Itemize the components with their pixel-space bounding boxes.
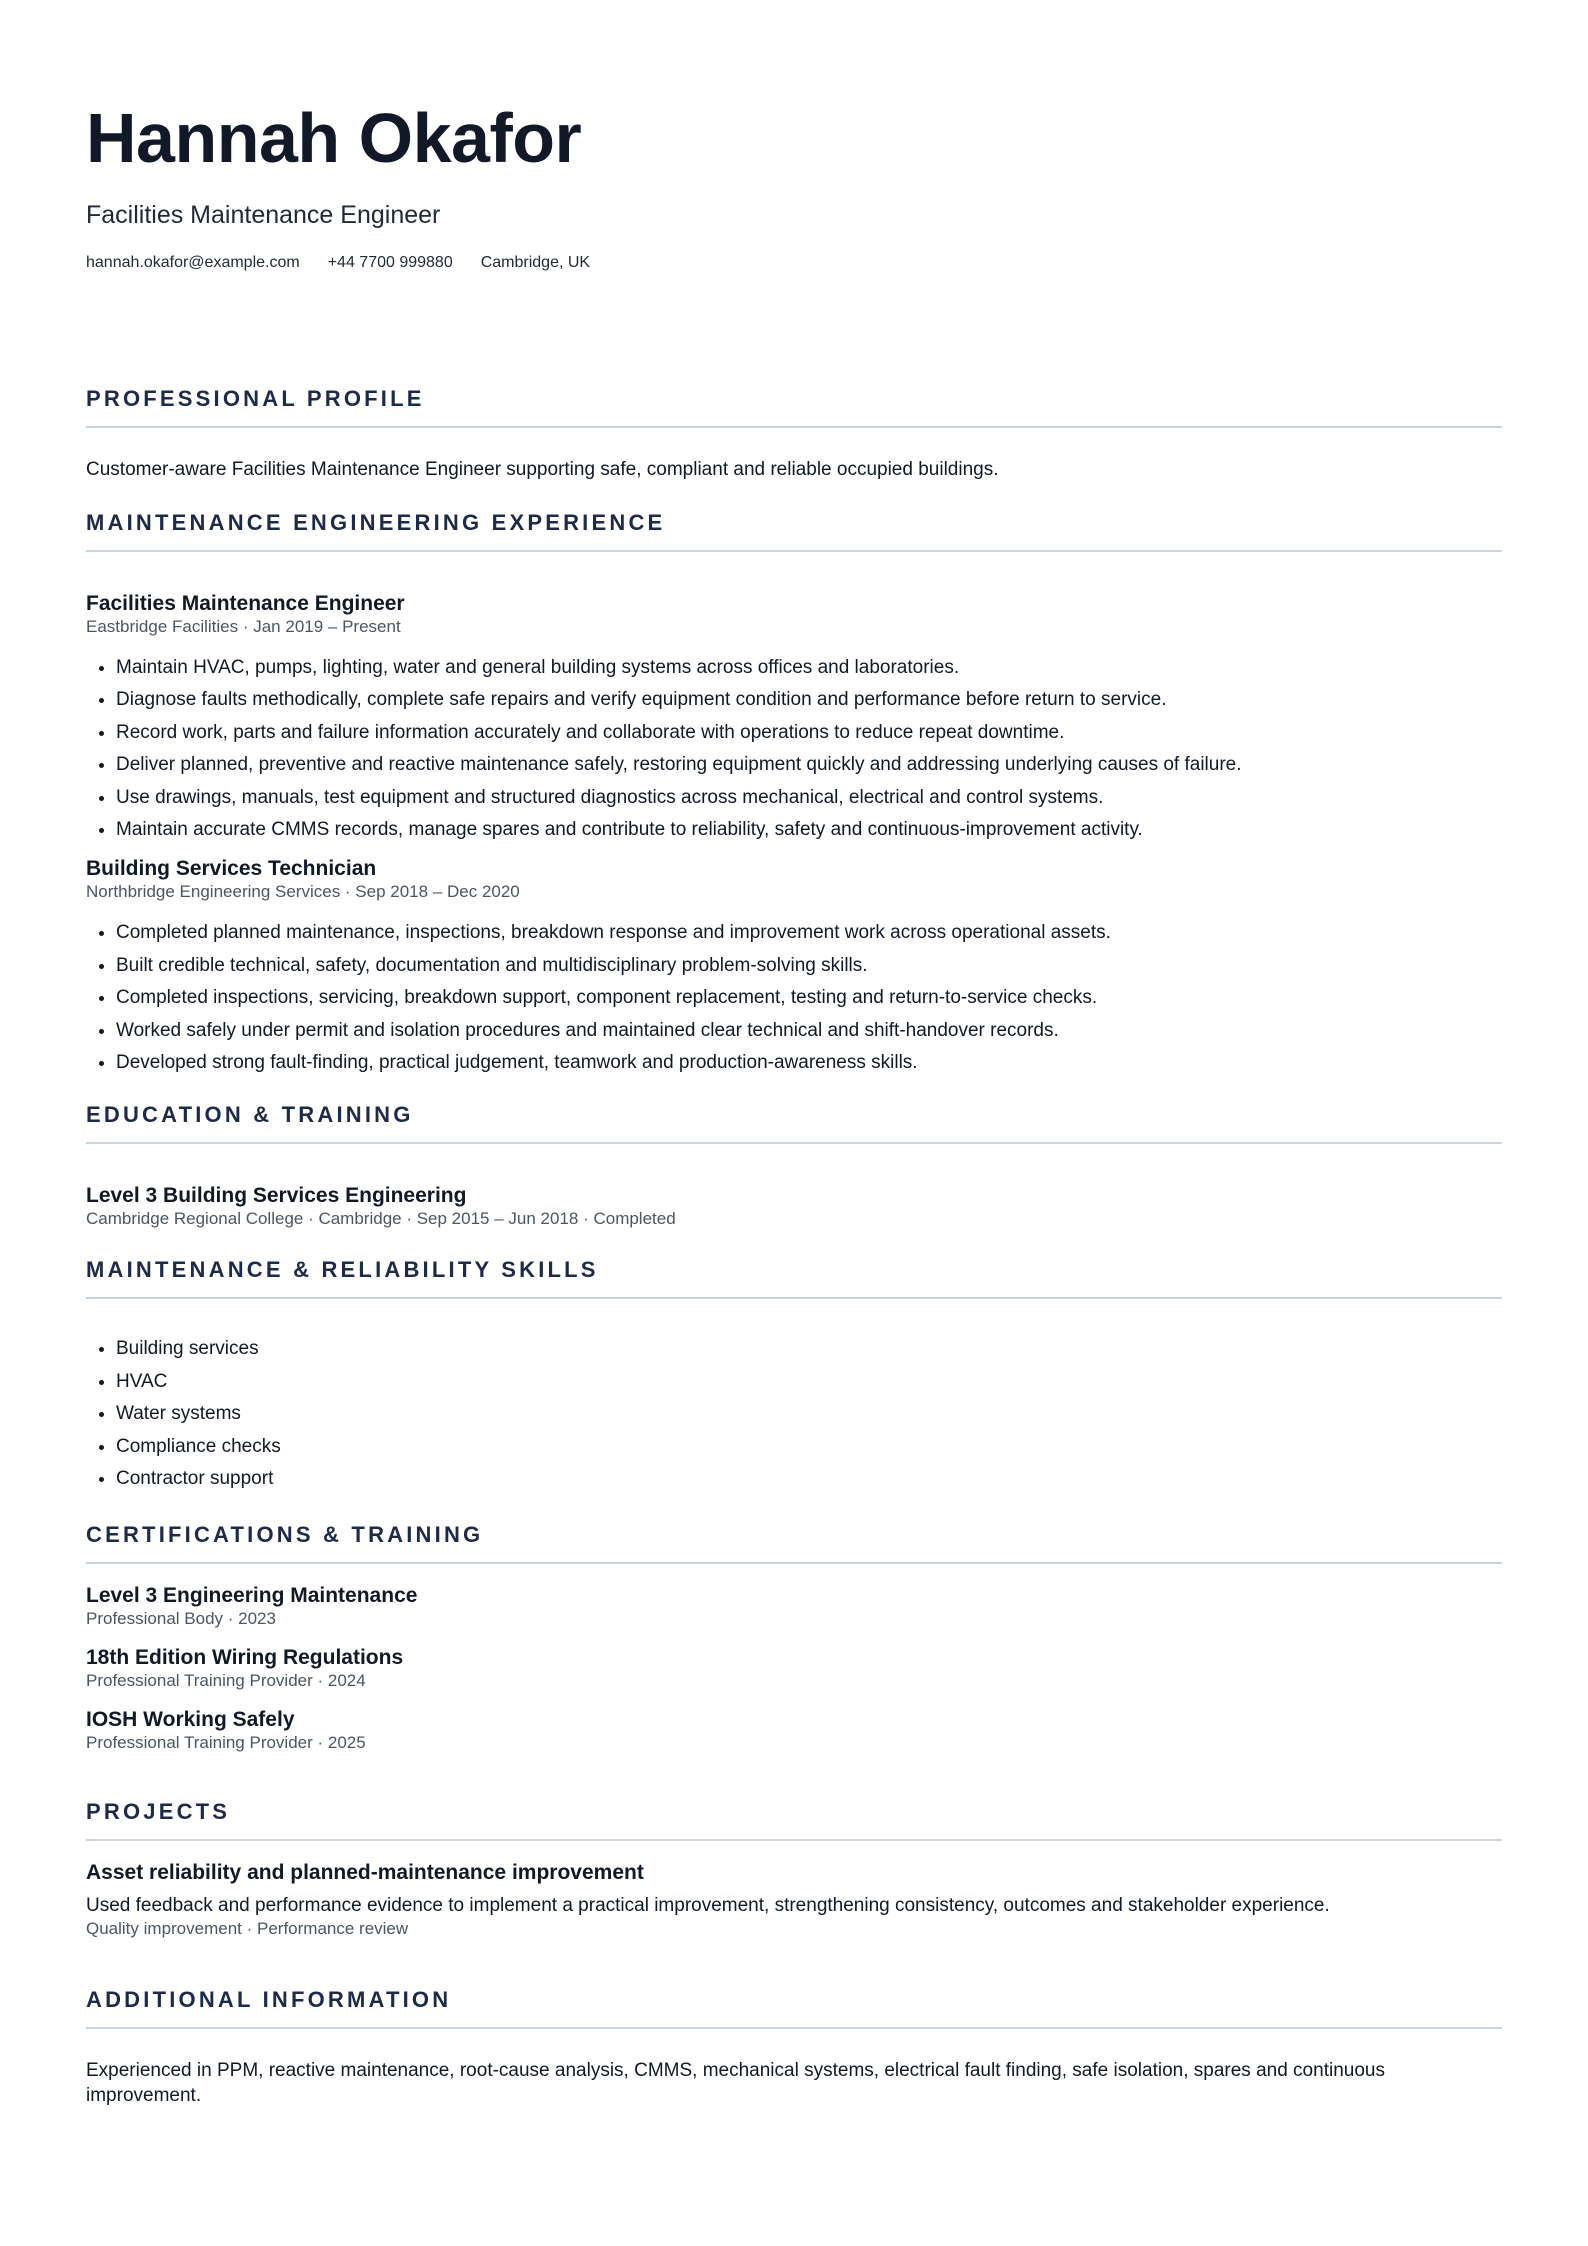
section-heading-experience: MAINTENANCE ENGINEERING EXPERIENCE (86, 510, 666, 535)
section-divider (86, 1562, 1502, 1564)
list-item: • Built credible technical, safety, documentation and multidisciplinary problem-solving skills. (116, 950, 1502, 982)
section-heading-profile: PROFESSIONAL PROFILE (86, 386, 425, 411)
list-item: • Completed inspections, servicing, breakdown support, component replacement, testing and return-to-service checks. (116, 982, 1502, 1014)
section-divider (86, 1297, 1502, 1299)
candidate-name: Hannah Okafor (86, 99, 582, 177)
certification-entry (86, 1645, 1502, 1691)
section-experience (86, 509, 1502, 1079)
list-item: • Deliver planned, preventive and reactive maintenance safely, restoring equipment quickly and addressing underlying causes of failure. (116, 749, 1502, 781)
job-bullets (86, 917, 1502, 1079)
list-item: • Water systems (116, 1398, 1502, 1430)
contact-row (86, 252, 1502, 274)
list-item: • Contractor support (116, 1463, 1502, 1495)
list-item: • Record work, parts and failure information accurately and collaborate with operations to reduce repeat downtime. (116, 717, 1502, 749)
section-education (86, 1101, 1502, 1229)
project-tags: Quality improvement · Performance review (86, 1918, 409, 1938)
additional-text: Experienced in PPM, reactive maintenance, root-cause analysis, CMMS, mechanical systems, electrical fault finding, safe isolation, spares and continuous improvement. (86, 2059, 1385, 2106)
list-item: • Use drawings, manuals, test equipment and structured diagnostics across mechanical, electrical and control systems. (116, 782, 1502, 814)
job-meta: Northbridge Engineering Services · Sep 2018 – Dec 2020 (86, 882, 520, 902)
skills-list (86, 1333, 1502, 1495)
contact-phone: +44 7700 999880 (327, 254, 453, 271)
contact-location: Cambridge, UK (480, 254, 591, 271)
section-certifications (86, 1521, 1502, 1753)
candidate-title: Facilities Maintenance Engineer (86, 201, 441, 229)
list-item: • Maintain HVAC, pumps, lighting, water and general building systems across offices and laboratories. (116, 652, 1502, 684)
section-profile (86, 385, 1502, 482)
section-divider (86, 1142, 1502, 1144)
certification-meta: Professional Body · 2023 (86, 1608, 276, 1628)
certification-entry (86, 1707, 1502, 1753)
job-entry (86, 856, 1502, 1079)
project-entry (86, 1860, 1502, 1939)
section-heading-additional: ADDITIONAL INFORMATION (86, 1986, 452, 2012)
job-bullets (86, 652, 1502, 846)
section-heading-projects: PROJECTS (86, 1798, 231, 1824)
job-title: Building Services Technician (86, 857, 377, 881)
education-title: Level 3 Building Services Engineering (86, 1184, 467, 1208)
job-title: Facilities Maintenance Engineer (86, 592, 405, 615)
list-item: • Building services (116, 1333, 1502, 1365)
section-divider (86, 2027, 1502, 2029)
list-item: • Completed planned maintenance, inspections, breakdown response and improvement work across operational assets. (116, 917, 1502, 949)
list-item: • HVAC (116, 1366, 1502, 1398)
project-description: Used feedback and performance evidence to implement a practical improvement, strengthening consistency, outcomes and stakeholder experience. (86, 1894, 1330, 1916)
list-item: • Diagnose faults methodically, complete safe repairs and verify equipment condition and performance before return to service. (116, 684, 1502, 716)
profile-text: Customer-aware Facilities Maintenance Engineer supporting safe, compliant and reliable occupied buildings. (86, 459, 999, 480)
list-item: • Worked safely under permit and isolation procedures and maintained clear technical and shift-handover records. (116, 1015, 1502, 1047)
section-divider (86, 550, 1502, 552)
certification-meta: Professional Training Provider · 2024 (86, 1670, 366, 1690)
education-entry (86, 1183, 1502, 1229)
section-projects (86, 1798, 1502, 1939)
section-divider (86, 426, 1502, 428)
list-item: • Compliance checks (116, 1431, 1502, 1463)
section-skills (86, 1256, 1502, 1495)
section-divider (86, 1839, 1502, 1841)
job-entry (86, 591, 1502, 846)
section-additional (86, 1986, 1502, 2108)
certification-title: 18th Edition Wiring Regulations (86, 1645, 404, 1669)
list-item: • Maintain accurate CMMS records, manage spares and contribute to reliability, safety and continuous-improvement activity. (116, 814, 1502, 846)
certification-title: IOSH Working Safely (86, 1707, 295, 1731)
education-meta: Cambridge Regional College · Cambridge · Sep 2015 – Jun 2018 · Completed (86, 1209, 676, 1229)
certification-title: Level 3 Engineering Maintenance (86, 1583, 418, 1607)
contact-email: hannah.okafor@example.com (86, 254, 300, 271)
section-heading-skills: MAINTENANCE & RELIABILITY SKILLS (86, 1257, 599, 1283)
list-item: • Developed strong fault-finding, practical judgement, teamwork and production-awareness skills. (116, 1047, 1502, 1079)
project-title: Asset reliability and planned-maintenance improvement (86, 1860, 644, 1884)
section-heading-education: EDUCATION & TRAINING (86, 1102, 414, 1128)
job-meta: Eastbridge Facilities · Jan 2019 – Present (86, 617, 401, 636)
section-heading-certifications: CERTIFICATIONS & TRAINING (86, 1521, 484, 1547)
resume-header (86, 0, 1502, 274)
certification-meta: Professional Training Provider · 2025 (86, 1732, 366, 1752)
certification-entry (86, 1583, 1502, 1629)
